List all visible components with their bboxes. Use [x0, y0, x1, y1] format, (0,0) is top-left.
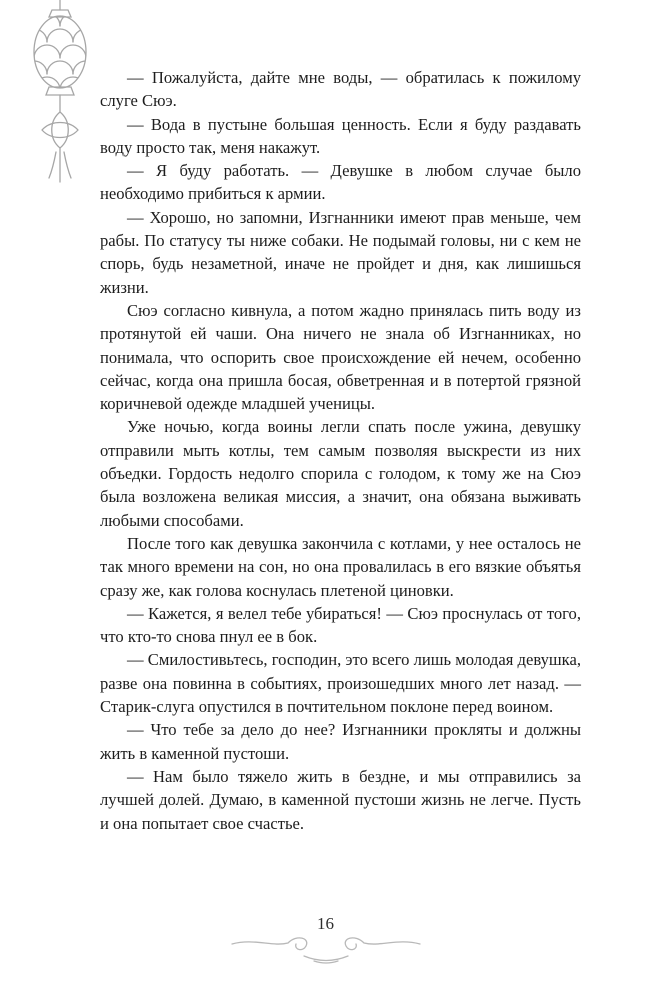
- paragraph: — Пожалуйста, дайте мне воды, — обратилась к пожилому слуге Сюэ.: [100, 68, 581, 111]
- paragraph: — Я буду работать. — Девушке в любом случае было необходимо прибиться к армии.: [100, 161, 581, 204]
- paragraph: Уже ночью, когда воины легли спать после ужина, девушку отправили мыть котлы, тем самым позволяя выскрести из них объедки. Гордость недолго спорила с голодом, к тому же на Сюэ была возложена великая миссия, а значит, она обязана выживать любыми способами.: [100, 417, 581, 530]
- page-footer: [226, 908, 426, 966]
- paragraph: — Смилостивьтесь, господин, это всего лишь молодая девушка, разве она повинна в событиях, произошедших много лет назад. — Старик-слуга опустился в почтительном поклоне перед воином.: [100, 650, 581, 717]
- paragraph: — Кажется, я велел тебе убираться! — Сюэ проснулась от того, что кто-то снова пнул ее в бок.: [100, 603, 581, 647]
- page-text: [100, 66, 581, 835]
- paragraph: — Вода в пустыне большая ценность. Если я буду раздавать воду просто так, меня накажут.: [100, 114, 581, 157]
- paragraph: — Хорошо, но запомни, Изгнанники имеют прав меньше, чем рабы. По статусу ты ниже собаки. Не подымай головы, ни с кем не спорь, будь незаметной, иначе не пройдет и дня, как лишишься жизни.: [100, 207, 581, 297]
- paragraph: Сюэ согласно кивнула, а потом жадно принялась пить воду из протянутой ей чаши. Она ничего не знала об Изгнанниках, но понимала, что оспорить свое происхождение ей нечем, особенно сейчас, когда она пришла босая, обветренная и в потертой грязной коричневой одежде младшей ученицы.: [100, 300, 581, 414]
- paragraph: После того как девушка закончила с котлами, у нее осталось не так много времени на сон, но она провалилась в его вязкие объятья сразу же, как голова коснулась плетеной циновки.: [100, 533, 581, 600]
- paragraph: — Что тебе за дело до нее? Изгнанники прокляты и должны жить в каменной пустоши.: [100, 720, 581, 763]
- page-number: 16: [317, 914, 334, 933]
- chinese-lantern-icon: [28, 0, 92, 201]
- paragraph: — Нам было тяжело жить в бездне, и мы отправились за лучшей долей. Думаю, в каменной пустоши жизнь не легче. Пусть и она попытает свое счастье.: [100, 766, 581, 833]
